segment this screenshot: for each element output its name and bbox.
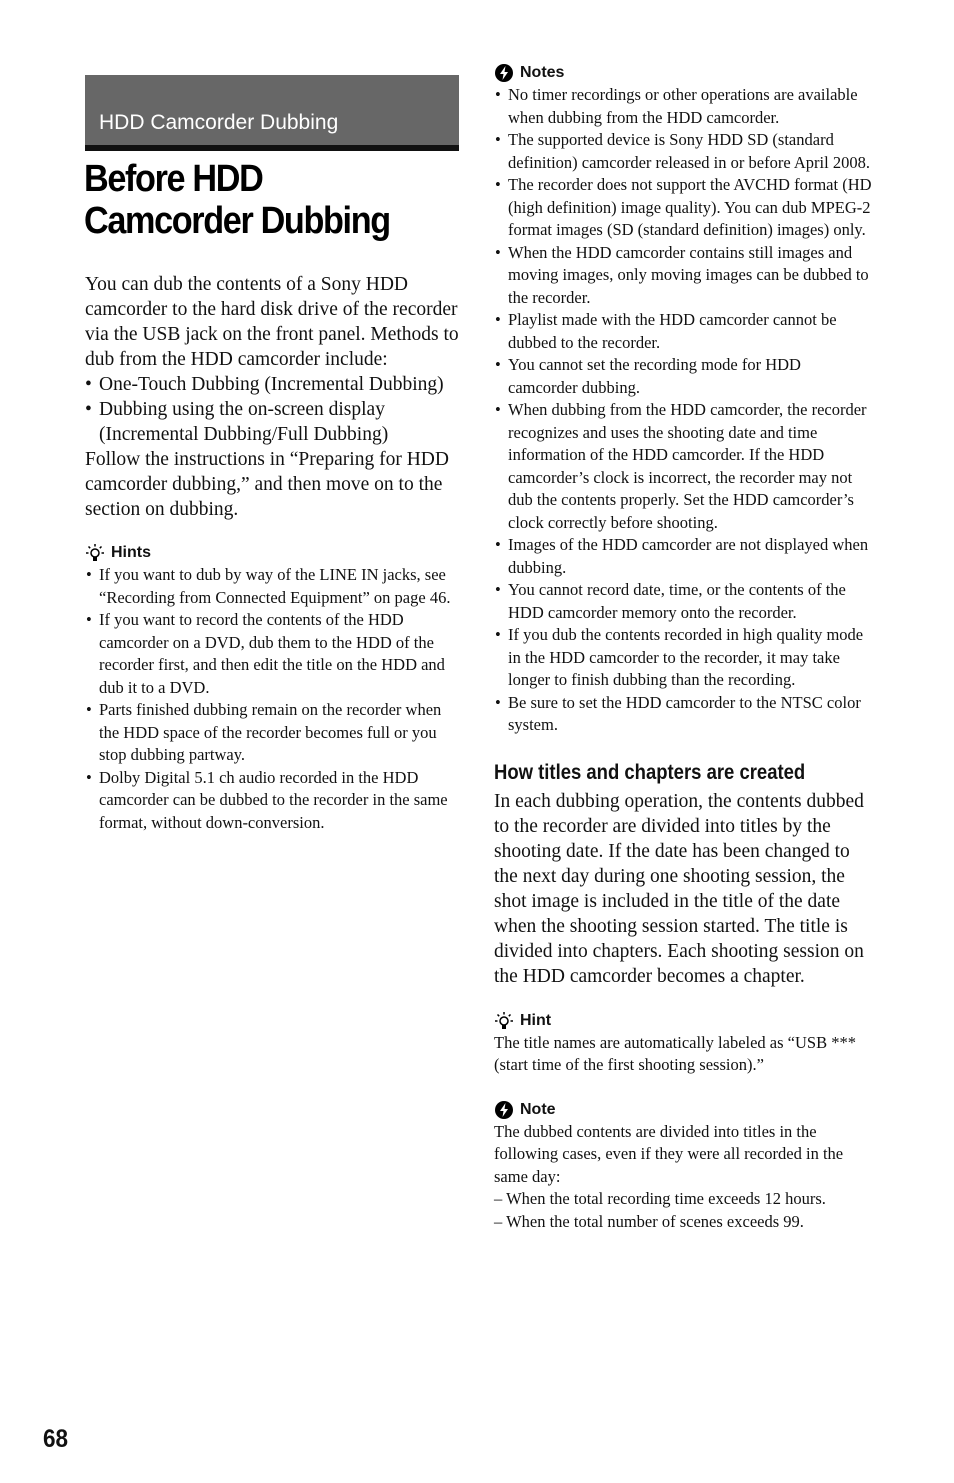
page-number: 68 [43,1425,69,1453]
hint-text: The title names are automatically labeled as “USB *** (start time of the first shooting session).” [494,1032,856,1074]
intro-paragraph: You can dub the contents of a Sony HDD camcorder to the hard disk drive of the recorder via the USB jack on the front panel. Methods to dub from the HDD camcorder include: [85,274,459,370]
titles-chapters-heading: How titles and chapters are created [494,760,806,784]
titles-chapters-body: In each dubbing operation, the contents dubbed to the recorder are divided into titles by the shooting date. If the date has been changed to the next day during one shooting session, the shot image is included in the title of the date when the shooting session started. The title is divided into chapters. Each shooting session on the HDD camcorder becomes a chapter. [494,790,864,987]
lightbulb-icon [85,543,105,563]
hints-heading-label: Hints [111,544,151,561]
note-text: The dubbed contents are divided into titles in the following cases, even if they were all recorded in the same day: [494,1121,844,1186]
notes-heading-label: Notes [520,64,565,81]
list-item: • Playlist made with the HDD camcorder cannot be dubbed to the recorder. [494,309,874,354]
list-item: • When the HDD camcorder contains still images and moving images, only moving images can be dubbed to the recorder. [494,242,874,310]
hints-list [85,564,463,834]
notes-heading [494,62,874,84]
list-item: • Dolby Digital 5.1 ch audio recorded in the HDD camcorder can be dubbed to the recorder in the same format, without down-conversion. [85,767,463,835]
hints-heading [85,542,463,564]
list-item: • Be sure to set the HDD camcorder to the NTSC color system. [494,692,874,737]
list-item: • The supported device is Sony HDD SD (standard definition) camcorder released in or before April 2008. [494,129,874,174]
list-item: • When dubbing from the HDD camcorder, the recorder recognizes and uses the shooting date and time information of the HDD camcorder. If the HDD camcorder’s clock is incorrect, the recorder may not dub the contents properly. Set the HDD camcorder’s clock correctly before shooting. [494,399,874,534]
dubbing-methods-list [85,372,463,447]
lightbulb-icon [494,1011,514,1031]
list-item: • Dubbing using the on-screen display (Incremental Dubbing/Full Dubbing) [85,397,463,447]
note-warning-icon [494,63,514,83]
section-header-label: HDD Camcorder Dubbing [99,111,339,134]
page-title: Before HDD Camcorder Dubbing [84,158,390,242]
note-heading-label: Note [520,1100,556,1118]
list-item: • If you want to record the contents of the HDD camcorder on a DVD, dub them to the HDD of the recorder first, and then edit the title on the HDD and dub it to a DVD. [85,609,463,699]
right-column [494,62,874,1233]
follow-instructions: Follow the instructions in “Preparing for HDD camcorder dubbing,” and then move on to the section on dubbing. [85,449,449,520]
list-item: • The recorder does not support the AVCHD format (HD (high definition) image quality). You can dub MPEG-2 format images (SD (standard definition) images) only. [494,174,874,242]
section-header-bar [85,75,459,151]
list-item: • If you want to dub by way of the LINE IN jacks, see “Recording from Connected Equipment” on page 46. [85,564,463,609]
list-item: • You cannot record date, time, or the contents of the HDD camcorder memory onto the recorder. [494,579,874,624]
note-warning-icon [494,1100,514,1120]
list-item: • One-Touch Dubbing (Incremental Dubbing) [85,372,463,397]
list-item: • You cannot set the recording mode for HDD camcorder dubbing. [494,354,874,399]
notes-list [494,84,874,737]
left-column [85,272,463,834]
list-item: • Parts finished dubbing remain on the recorder when the HDD space of the recorder becomes full or you stop dubbing partway. [85,699,463,767]
hint-heading-label: Hint [520,1011,552,1029]
note-heading [494,1099,874,1121]
hint-heading [494,1010,874,1032]
note-case: – When the total recording time exceeds 12 hours. [494,1189,826,1208]
list-item: • No timer recordings or other operations are available when dubbing from the HDD camcorder. [494,84,874,129]
list-item: • If you dub the contents recorded in high quality mode in the HDD camcorder to the recorder, it may take longer to finish dubbing than the recording. [494,624,874,692]
list-item: • Images of the HDD camcorder are not displayed when dubbing. [494,534,874,579]
note-case: – When the total number of scenes exceeds 99. [494,1211,804,1231]
